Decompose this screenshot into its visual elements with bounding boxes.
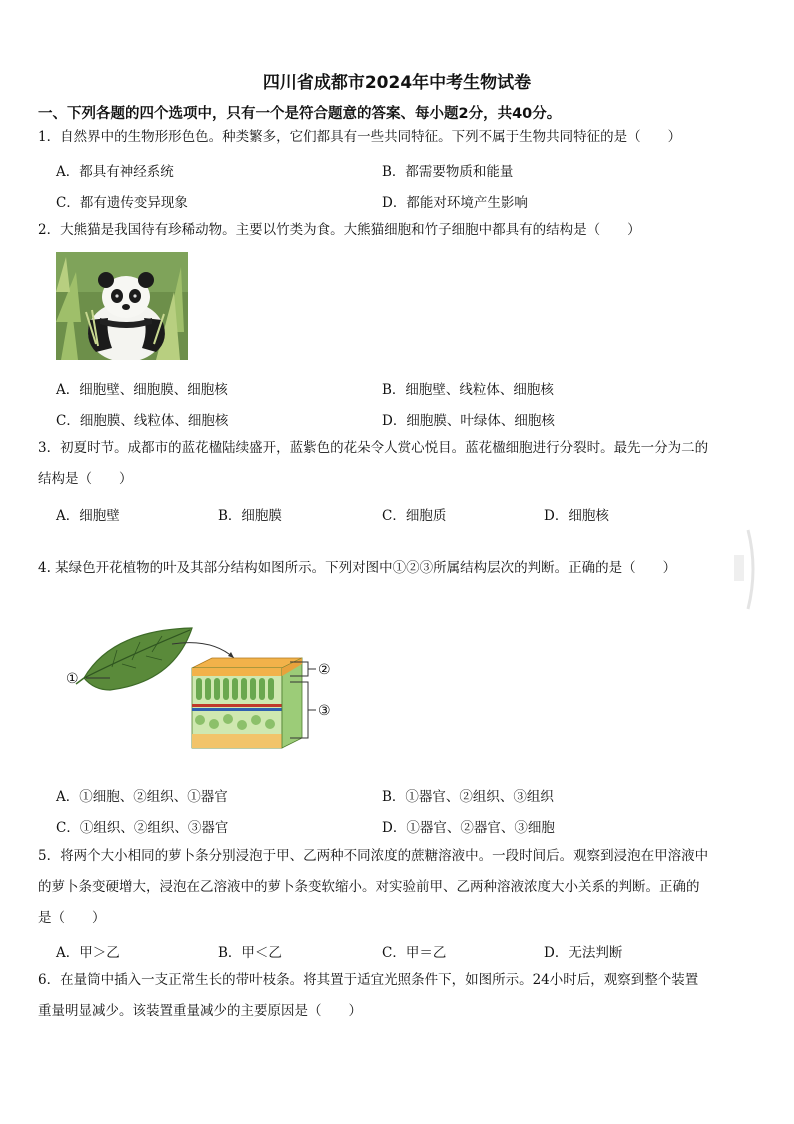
question-4-stem: 4. 某绿色开花植物的叶及其部分结构如图所示。下列对图中①②③所属结构层次的判断。正确的是（ ） — [38, 560, 677, 576]
leaf-structure-diagram — [62, 620, 362, 760]
question-1-option-d: D．都能对环境产生影响 — [382, 195, 528, 211]
question-4-option-d: D．①器官、②器官、③细胞 — [382, 820, 555, 836]
question-4-option-b: B．①器官、②组织、③组织 — [382, 789, 554, 805]
question-1-option-c: C．都有遗传变异现象 — [56, 195, 188, 211]
question-6-stem-line2: 重量明显减少。该装置重量减少的主要原因是（ ） — [38, 1003, 362, 1019]
question-5-stem-line3: 是（ ） — [38, 910, 106, 926]
question-5-stem-line1: 5．将两个大小相同的萝卜条分别浸泡于甲、乙两种不同浓度的蔗糖溶液中。一段时间后。观察到浸泡在甲溶液中 — [38, 848, 709, 864]
diagram-label-2: ② — [318, 662, 331, 678]
question-4-option-c: C．①组织、②组织、③器官 — [56, 820, 229, 836]
question-3-stem-line1: 3．初夏时节。成都市的蓝花楹陆续盛开，蓝紫色的花朵令人赏心悦目。蓝花楹细胞进行分裂时。最先一分为二的 — [38, 440, 709, 456]
section-heading: 一、下列各题的四个选项中，只有一个是符合题意的答案、每小题2分，共40分。 — [38, 106, 562, 122]
diagram-label-1: ① — [66, 671, 79, 687]
diagram-label-3: ③ — [318, 703, 331, 719]
question-2-stem: 2．大熊猫是我国待有珍稀动物。主要以竹类为食。大熊猫细胞和竹子细胞中都具有的结构是（ ） — [38, 222, 641, 238]
question-3-option-c: C．细胞质 — [382, 508, 447, 524]
question-1-option-b: B．都需要物质和能量 — [382, 164, 514, 180]
question-2-option-a: A．细胞壁、细胞膜、细胞核 — [56, 382, 228, 398]
question-3-option-b: B．细胞膜 — [218, 508, 282, 524]
question-5-stem-line2: 的萝卜条变硬增大，浸泡在乙溶液中的萝卜条变软缩小。对实验前甲、乙两种溶液浓度大小关系的判断。正确的 — [38, 879, 700, 895]
page-title: 四川省成都市2024年中考生物试卷 — [262, 73, 532, 93]
question-2-option-c: C．细胞膜、线粒体、细胞核 — [56, 413, 229, 429]
question-2-option-d: D．细胞膜、叶绿体、细胞核 — [382, 413, 555, 429]
question-3-stem-line2: 结构是（ ） — [38, 471, 133, 487]
question-4-option-a: A．①细胞、②组织、①器官 — [56, 789, 228, 805]
question-3-option-d: D．细胞核 — [544, 508, 609, 524]
panda-photo — [56, 252, 188, 360]
question-6-stem-line1: 6．在量筒中插入一支正常生长的带叶枝条。将其置于适宜光照条件下，如图所示。24小时后，观察到整个装置 — [38, 972, 699, 988]
question-5-option-b: B．甲＜乙 — [218, 945, 282, 961]
question-2-option-b: B．细胞壁、线粒体、细胞核 — [382, 382, 554, 398]
question-1-option-a: A．都具有神经系统 — [56, 164, 174, 180]
question-1-stem: 1．自然界中的生物形形色色。种类繁多，它们都具有一些共同特征。下列不属于生物共同特征的是（ ） — [38, 129, 682, 145]
question-5-option-c: C．甲＝乙 — [382, 945, 447, 961]
question-3-option-a: A．细胞壁 — [56, 508, 120, 524]
question-5-option-d: D．无法判断 — [544, 945, 623, 961]
question-5-option-a: A．甲＞乙 — [56, 945, 120, 961]
